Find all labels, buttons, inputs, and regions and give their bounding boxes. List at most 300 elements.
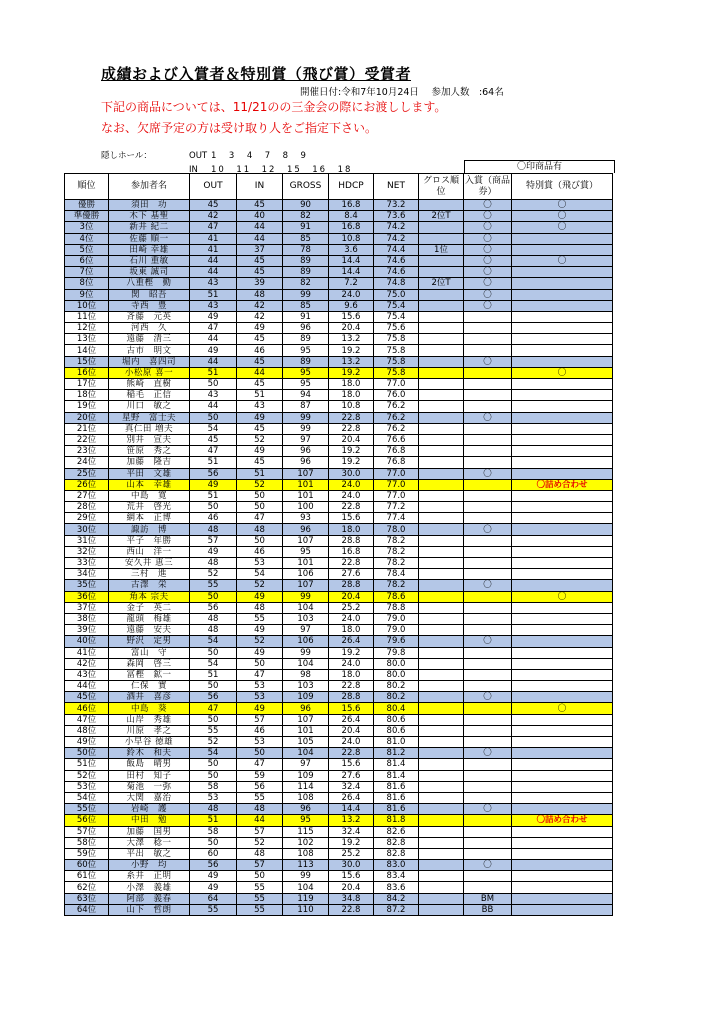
table-row xyxy=(65,647,613,658)
gross-cell: 89 xyxy=(283,356,329,367)
gross-rank-cell xyxy=(419,267,464,278)
gross-cell: 99 xyxy=(283,423,329,434)
hdcp-cell: 15.6 xyxy=(329,871,374,882)
gross-cell: 96 xyxy=(283,703,329,714)
gross-rank-cell: 2位T xyxy=(419,278,464,289)
prize-cell: 〇 xyxy=(464,211,512,222)
net-cell: 75.8 xyxy=(374,334,419,345)
in-cell: 40 xyxy=(237,211,283,222)
prize-cell xyxy=(464,558,512,569)
name-cell: 阿部 義春 xyxy=(109,893,190,904)
header-net: NET xyxy=(374,174,419,200)
prize-cell xyxy=(464,826,512,837)
special-cell xyxy=(512,468,613,479)
hdcp-cell: 14.4 xyxy=(329,804,374,815)
net-cell: 75.8 xyxy=(374,345,419,356)
net-cell: 76.6 xyxy=(374,434,419,445)
net-cell: 83.0 xyxy=(374,860,419,871)
net-cell: 78.2 xyxy=(374,546,419,557)
net-cell: 79.0 xyxy=(374,625,419,636)
table-row xyxy=(65,244,613,255)
name-cell: 河西 久 xyxy=(109,323,190,334)
hdcp-cell: 28.8 xyxy=(329,580,374,591)
out-cell: 64 xyxy=(190,893,237,904)
gross-rank-cell xyxy=(419,658,464,669)
net-cell: 81.4 xyxy=(374,770,419,781)
rank-cell: 32位 xyxy=(65,546,109,557)
net-cell: 78.4 xyxy=(374,569,419,580)
net-cell: 80.6 xyxy=(374,714,419,725)
net-cell: 77.0 xyxy=(374,468,419,479)
hdcp-cell: 20.4 xyxy=(329,323,374,334)
in-cell: 50 xyxy=(237,748,283,759)
prize-cell xyxy=(464,658,512,669)
special-cell xyxy=(512,871,613,882)
table-row xyxy=(65,669,613,680)
in-cell: 53 xyxy=(237,737,283,748)
prize-cell: 〇 xyxy=(464,524,512,535)
hdcp-cell: 16.8 xyxy=(329,200,374,211)
table-row xyxy=(65,837,613,848)
hdcp-cell: 19.2 xyxy=(329,367,374,378)
gross-rank-cell xyxy=(419,300,464,311)
in-cell: 52 xyxy=(237,434,283,445)
net-cell: 83.4 xyxy=(374,871,419,882)
special-cell xyxy=(512,300,613,311)
out-cell: 54 xyxy=(190,658,237,669)
in-cell: 37 xyxy=(237,244,283,255)
out-cell: 47 xyxy=(190,222,237,233)
hdcp-cell: 22.8 xyxy=(329,681,374,692)
out-cell: 48 xyxy=(190,625,237,636)
in-cell: 48 xyxy=(237,524,283,535)
hdcp-cell: 10.8 xyxy=(329,233,374,244)
prize-cell xyxy=(464,490,512,501)
hdcp-cell: 13.2 xyxy=(329,334,374,345)
special-cell xyxy=(512,692,613,703)
gross-cell: 119 xyxy=(283,893,329,904)
out-cell: 50 xyxy=(190,412,237,423)
special-cell xyxy=(512,267,613,278)
rank-cell: 61位 xyxy=(65,871,109,882)
header-row xyxy=(65,174,613,200)
out-cell: 54 xyxy=(190,423,237,434)
name-cell: 古澤 栄 xyxy=(109,580,190,591)
gross-cell: 95 xyxy=(283,367,329,378)
gross-rank-cell xyxy=(419,848,464,859)
header-gross-rank: グロス順位 xyxy=(419,174,464,200)
table-row xyxy=(65,692,613,703)
name-cell: 八重樫 勤 xyxy=(109,278,190,289)
special-cell xyxy=(512,401,613,412)
hdcp-cell: 14.4 xyxy=(329,267,374,278)
table-row xyxy=(65,490,613,501)
table-row xyxy=(65,613,613,624)
in-cell: 45 xyxy=(237,334,283,345)
gross-rank-cell xyxy=(419,334,464,345)
table-row xyxy=(65,401,613,412)
in-cell: 57 xyxy=(237,826,283,837)
prize-cell: 〇 xyxy=(464,636,512,647)
name-cell: 星野 富士夫 xyxy=(109,412,190,423)
prize-cell: 〇 xyxy=(464,200,512,211)
header-name: 参加者名 xyxy=(109,174,190,200)
name-cell: 木下 基聖 xyxy=(109,211,190,222)
in-cell: 48 xyxy=(237,602,283,613)
net-cell: 74.4 xyxy=(374,244,419,255)
name-cell: 平田 文雄 xyxy=(109,468,190,479)
rank-cell: 48位 xyxy=(65,725,109,736)
out-cell: 49 xyxy=(190,546,237,557)
in-cell: 44 xyxy=(237,367,283,378)
name-cell: 富山 守 xyxy=(109,647,190,658)
special-cell xyxy=(512,625,613,636)
rank-cell: 39位 xyxy=(65,625,109,636)
out-cell: 50 xyxy=(190,770,237,781)
out-cell: 43 xyxy=(190,300,237,311)
name-cell: 須田 功 xyxy=(109,200,190,211)
special-cell xyxy=(512,311,613,322)
table-row xyxy=(65,748,613,759)
net-cell: 77.4 xyxy=(374,513,419,524)
in-cell: 52 xyxy=(237,580,283,591)
prize-cell xyxy=(464,613,512,624)
out-cell: 57 xyxy=(190,535,237,546)
prize-cell xyxy=(464,434,512,445)
out-cell: 48 xyxy=(190,613,237,624)
in-cell: 45 xyxy=(237,255,283,266)
prize-cell xyxy=(464,446,512,457)
gross-rank-cell xyxy=(419,860,464,871)
gross-rank-cell xyxy=(419,311,464,322)
prize-cell xyxy=(464,770,512,781)
prize-cell xyxy=(464,546,512,557)
table-row xyxy=(65,300,613,311)
in-cell: 48 xyxy=(237,848,283,859)
gross-rank-cell xyxy=(419,401,464,412)
gross-cell: 114 xyxy=(283,781,329,792)
gross-cell: 103 xyxy=(283,681,329,692)
prize-cell xyxy=(464,781,512,792)
prize-cell xyxy=(464,625,512,636)
hdcp-cell: 25.2 xyxy=(329,602,374,613)
gross-cell: 96 xyxy=(283,457,329,468)
table-row xyxy=(65,446,613,457)
gross-cell: 108 xyxy=(283,848,329,859)
in-cell: 44 xyxy=(237,222,283,233)
special-cell xyxy=(512,602,613,613)
gross-rank-cell xyxy=(419,200,464,211)
gross-cell: 98 xyxy=(283,669,329,680)
name-cell: 加藤 国男 xyxy=(109,826,190,837)
name-cell: 冨樫 鉱一 xyxy=(109,669,190,680)
hdcp-cell: 8.4 xyxy=(329,211,374,222)
rank-cell: 62位 xyxy=(65,882,109,893)
special-cell: 〇 xyxy=(512,367,613,378)
out-cell: 47 xyxy=(190,446,237,457)
net-cell: 75.8 xyxy=(374,356,419,367)
gross-cell: 108 xyxy=(283,792,329,803)
rank-cell: 46位 xyxy=(65,703,109,714)
table-row xyxy=(65,658,613,669)
gross-rank-cell xyxy=(419,233,464,244)
gross-cell: 106 xyxy=(283,569,329,580)
gross-rank-cell xyxy=(419,703,464,714)
rank-cell: 31位 xyxy=(65,535,109,546)
net-cell: 78.0 xyxy=(374,524,419,535)
name-cell: 寺西 豊 xyxy=(109,300,190,311)
net-cell: 74.6 xyxy=(374,267,419,278)
gross-cell: 87 xyxy=(283,401,329,412)
table-row xyxy=(65,379,613,390)
special-cell xyxy=(512,513,613,524)
rank-cell: 42位 xyxy=(65,658,109,669)
rank-cell: 24位 xyxy=(65,457,109,468)
hdcp-cell: 24.0 xyxy=(329,479,374,490)
name-cell: 野沢 定男 xyxy=(109,636,190,647)
rank-cell: 9位 xyxy=(65,289,109,300)
out-cell: 49 xyxy=(190,311,237,322)
hdcp-cell: 27.6 xyxy=(329,770,374,781)
in-cell: 44 xyxy=(237,233,283,244)
rank-cell: 41位 xyxy=(65,647,109,658)
rank-cell: 19位 xyxy=(65,401,109,412)
prize-cell: 〇 xyxy=(464,289,512,300)
out-cell: 49 xyxy=(190,871,237,882)
special-cell xyxy=(512,658,613,669)
prize-cell xyxy=(464,334,512,345)
gross-rank-cell xyxy=(419,725,464,736)
table-row xyxy=(65,423,613,434)
gross-cell: 97 xyxy=(283,625,329,636)
prize-cell: 〇 xyxy=(464,267,512,278)
net-cell: 80.4 xyxy=(374,703,419,714)
special-cell xyxy=(512,748,613,759)
in-cell: 46 xyxy=(237,345,283,356)
in-cell: 52 xyxy=(237,479,283,490)
special-cell xyxy=(512,737,613,748)
notice-line-1: 下記の商品については、11/21のの三金会の際にお渡しします。 xyxy=(101,100,447,114)
gross-rank-cell xyxy=(419,569,464,580)
name-cell: 堀内 喜四司 xyxy=(109,356,190,367)
table-row xyxy=(65,513,613,524)
table-row xyxy=(65,882,613,893)
special-cell xyxy=(512,569,613,580)
hdcp-cell: 15.6 xyxy=(329,311,374,322)
net-cell: 80.2 xyxy=(374,681,419,692)
hdcp-cell: 22.8 xyxy=(329,412,374,423)
hdcp-cell: 19.2 xyxy=(329,345,374,356)
name-cell: 中島 葵 xyxy=(109,703,190,714)
special-cell xyxy=(512,535,613,546)
out-cell: 51 xyxy=(190,289,237,300)
table-row xyxy=(65,602,613,613)
hdcp-cell: 24.0 xyxy=(329,613,374,624)
out-cell: 48 xyxy=(190,804,237,815)
table-row xyxy=(65,558,613,569)
out-cell: 44 xyxy=(190,255,237,266)
hdcp-cell: 18.0 xyxy=(329,625,374,636)
gross-cell: 115 xyxy=(283,826,329,837)
prize-cell xyxy=(464,837,512,848)
table-row xyxy=(65,479,613,490)
in-cell: 52 xyxy=(237,837,283,848)
header-hdcp: HDCP xyxy=(329,174,374,200)
prize-cell: BM xyxy=(464,893,512,904)
hdcp-cell: 22.8 xyxy=(329,423,374,434)
hdcp-cell: 22.8 xyxy=(329,558,374,569)
rank-cell: 35位 xyxy=(65,580,109,591)
hdcp-cell: 27.6 xyxy=(329,569,374,580)
table-row xyxy=(65,636,613,647)
net-cell: 75.6 xyxy=(374,323,419,334)
in-cell: 55 xyxy=(237,904,283,915)
rank-cell: 58位 xyxy=(65,837,109,848)
gross-cell: 104 xyxy=(283,882,329,893)
special-cell xyxy=(512,893,613,904)
name-cell: 坂東 誠司 xyxy=(109,267,190,278)
table-row xyxy=(65,860,613,871)
table-row xyxy=(65,457,613,468)
net-cell: 77.0 xyxy=(374,379,419,390)
gross-cell: 96 xyxy=(283,524,329,535)
out-cell: 44 xyxy=(190,401,237,412)
net-cell: 77.0 xyxy=(374,490,419,501)
rank-cell: 15位 xyxy=(65,356,109,367)
prize-cell: 〇 xyxy=(464,580,512,591)
special-cell xyxy=(512,647,613,658)
name-cell: 稲毛 正信 xyxy=(109,390,190,401)
out-cell: 58 xyxy=(190,826,237,837)
in-cell: 49 xyxy=(237,323,283,334)
gross-rank-cell xyxy=(419,367,464,378)
special-cell xyxy=(512,323,613,334)
hdcp-cell: 19.2 xyxy=(329,457,374,468)
rank-cell: 55位 xyxy=(65,804,109,815)
special-cell xyxy=(512,781,613,792)
out-cell: 55 xyxy=(190,580,237,591)
name-cell: 山岸 秀雄 xyxy=(109,714,190,725)
out-cell: 50 xyxy=(190,379,237,390)
gross-rank-cell xyxy=(419,904,464,915)
special-cell xyxy=(512,804,613,815)
name-cell: 大澤 稔一 xyxy=(109,837,190,848)
special-cell xyxy=(512,446,613,457)
gross-cell: 101 xyxy=(283,479,329,490)
special-cell xyxy=(512,289,613,300)
hdcp-cell: 20.4 xyxy=(329,434,374,445)
hdcp-cell: 15.6 xyxy=(329,513,374,524)
hdcp-cell: 22.8 xyxy=(329,748,374,759)
gross-rank-cell xyxy=(419,893,464,904)
special-cell: 〇詰め合わせ xyxy=(512,479,613,490)
name-cell: 真仁田 増夫 xyxy=(109,423,190,434)
special-cell: 〇 xyxy=(512,255,613,266)
net-cell: 75.0 xyxy=(374,289,419,300)
prize-cell: 〇 xyxy=(464,244,512,255)
special-cell xyxy=(512,434,613,445)
prize-cell xyxy=(464,535,512,546)
gross-cell: 99 xyxy=(283,591,329,602)
net-cell: 83.6 xyxy=(374,882,419,893)
table-row xyxy=(65,591,613,602)
rank-cell: 26位 xyxy=(65,479,109,490)
out-cell: 44 xyxy=(190,334,237,345)
out-cell: 52 xyxy=(190,737,237,748)
special-cell xyxy=(512,546,613,557)
gross-cell: 95 xyxy=(283,815,329,826)
prize-cell xyxy=(464,423,512,434)
special-cell xyxy=(512,356,613,367)
in-cell: 51 xyxy=(237,390,283,401)
gross-cell: 99 xyxy=(283,412,329,423)
gross-cell: 107 xyxy=(283,580,329,591)
net-cell: 81.4 xyxy=(374,759,419,770)
special-cell xyxy=(512,457,613,468)
prize-cell xyxy=(464,725,512,736)
out-cell: 56 xyxy=(190,468,237,479)
rank-cell: 3位 xyxy=(65,222,109,233)
gross-rank-cell xyxy=(419,412,464,423)
in-cell: 49 xyxy=(237,647,283,658)
prize-cell: BB xyxy=(464,904,512,915)
out-cell: 45 xyxy=(190,434,237,445)
rank-cell: 10位 xyxy=(65,300,109,311)
table-row xyxy=(65,792,613,803)
out-cell: 44 xyxy=(190,356,237,367)
out-cell: 51 xyxy=(190,457,237,468)
out-cell: 48 xyxy=(190,524,237,535)
net-cell: 81.6 xyxy=(374,781,419,792)
in-cell: 53 xyxy=(237,692,283,703)
gross-cell: 101 xyxy=(283,558,329,569)
in-cell: 46 xyxy=(237,546,283,557)
hdcp-cell: 19.2 xyxy=(329,837,374,848)
rank-cell: 準優勝 xyxy=(65,211,109,222)
in-cell: 48 xyxy=(237,804,283,815)
hdcp-cell: 32.4 xyxy=(329,781,374,792)
gross-rank-cell xyxy=(419,502,464,513)
gross-rank-cell xyxy=(419,669,464,680)
notice-line-2: なお、欠席予定の方は受け取り人をご指定下さい。 xyxy=(101,121,378,135)
in-cell: 44 xyxy=(237,815,283,826)
special-cell xyxy=(512,714,613,725)
out-cell: 43 xyxy=(190,390,237,401)
table-row xyxy=(65,815,613,826)
hdcp-cell: 10.8 xyxy=(329,401,374,412)
special-cell xyxy=(512,636,613,647)
out-cell: 50 xyxy=(190,714,237,725)
net-cell: 74.8 xyxy=(374,278,419,289)
special-cell: 〇 xyxy=(512,222,613,233)
prize-cell xyxy=(464,759,512,770)
gross-rank-cell xyxy=(419,513,464,524)
table-row xyxy=(65,535,613,546)
prize-cell xyxy=(464,848,512,859)
name-cell: 仁保 實 xyxy=(109,681,190,692)
name-cell: 諏訪 博 xyxy=(109,524,190,535)
special-cell xyxy=(512,412,613,423)
name-cell: 西山 洋一 xyxy=(109,546,190,557)
special-cell xyxy=(512,345,613,356)
table-row xyxy=(65,546,613,557)
out-cell: 60 xyxy=(190,848,237,859)
hdcp-cell: 32.4 xyxy=(329,826,374,837)
out-cell: 51 xyxy=(190,367,237,378)
gross-rank-cell xyxy=(419,345,464,356)
in-cell: 54 xyxy=(237,569,283,580)
gross-cell: 82 xyxy=(283,278,329,289)
